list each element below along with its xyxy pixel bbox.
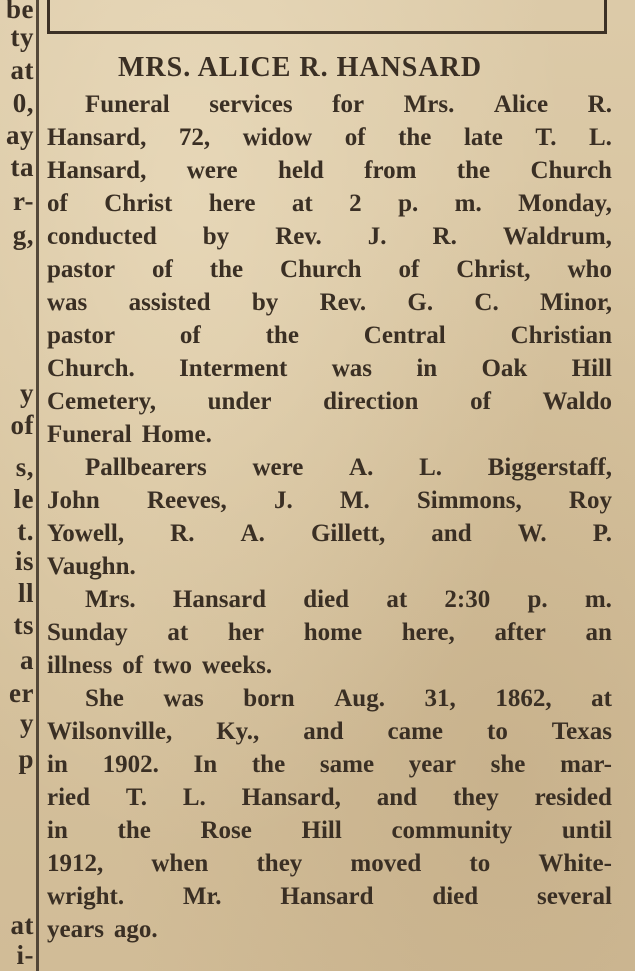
column-fragment: of bbox=[10, 410, 34, 440]
word: T. bbox=[535, 124, 557, 151]
word: came bbox=[387, 718, 444, 745]
text-line bbox=[47, 286, 612, 319]
word: her bbox=[227, 619, 264, 646]
word: year bbox=[408, 751, 456, 778]
word: in bbox=[416, 355, 438, 382]
text-line bbox=[47, 583, 612, 616]
word: White- bbox=[538, 850, 612, 877]
text-line bbox=[47, 781, 612, 814]
word: Hill bbox=[571, 355, 612, 382]
word: Minor, bbox=[540, 289, 612, 316]
word: several bbox=[537, 883, 612, 910]
text-line bbox=[47, 616, 612, 649]
word: M. bbox=[339, 487, 370, 514]
word: Mr. bbox=[182, 883, 222, 910]
word: ried bbox=[47, 784, 91, 811]
text-line bbox=[47, 682, 612, 715]
word: she bbox=[490, 751, 526, 778]
word: when bbox=[151, 850, 209, 877]
word: Hill bbox=[301, 817, 342, 844]
word: C. bbox=[474, 289, 499, 316]
word: 1912, bbox=[47, 850, 104, 877]
word: mar- bbox=[560, 751, 612, 778]
word: G. bbox=[407, 289, 434, 316]
word: of bbox=[179, 322, 201, 349]
word: In bbox=[193, 751, 218, 778]
word: Rev. bbox=[319, 289, 367, 316]
word: was bbox=[331, 355, 372, 382]
text-line bbox=[47, 154, 612, 187]
text-line bbox=[47, 121, 612, 154]
word: at bbox=[386, 586, 408, 613]
text-line bbox=[47, 715, 612, 748]
word: was bbox=[47, 289, 88, 316]
column-fragment: le bbox=[13, 484, 34, 514]
column-fragment: be bbox=[6, 0, 34, 24]
word: Hansard, bbox=[241, 784, 341, 811]
word: they bbox=[256, 850, 303, 877]
text-line bbox=[47, 319, 612, 352]
word: L. bbox=[589, 124, 612, 151]
word: until bbox=[561, 817, 612, 844]
word: Christ, bbox=[456, 256, 531, 283]
text-line bbox=[47, 253, 612, 286]
column-fragment: y bbox=[20, 378, 34, 408]
word: late bbox=[463, 124, 503, 151]
word: and bbox=[303, 718, 344, 745]
word: of bbox=[344, 124, 366, 151]
word: L. bbox=[419, 454, 442, 481]
word: W. bbox=[517, 520, 547, 547]
word: pastor bbox=[47, 322, 116, 349]
word: an bbox=[585, 619, 612, 646]
word: the bbox=[265, 322, 299, 349]
word: and bbox=[431, 520, 472, 547]
word: Mrs. bbox=[403, 91, 455, 118]
word: R. bbox=[432, 223, 457, 250]
word: Alice bbox=[493, 91, 549, 118]
word: Hansard bbox=[280, 883, 374, 910]
word: m. bbox=[454, 190, 482, 217]
word: Yowell, bbox=[47, 520, 125, 547]
word: m. bbox=[584, 586, 612, 613]
word: She bbox=[85, 685, 124, 712]
text-line bbox=[47, 814, 612, 847]
text-line bbox=[47, 187, 612, 220]
word: community bbox=[391, 817, 513, 844]
column-fragment: ts bbox=[13, 610, 34, 640]
word: of bbox=[470, 388, 491, 415]
word: Hansard, bbox=[47, 157, 147, 184]
word: for bbox=[332, 91, 365, 118]
word: who bbox=[567, 256, 612, 283]
word: of bbox=[47, 190, 68, 217]
word: Texas bbox=[551, 718, 612, 745]
text-line bbox=[47, 517, 612, 550]
word: A. bbox=[349, 454, 374, 481]
word: Interment bbox=[179, 355, 288, 382]
word: of bbox=[398, 256, 420, 283]
text-line bbox=[47, 484, 612, 517]
word: Reeves, bbox=[146, 487, 227, 514]
word: by bbox=[202, 223, 230, 250]
word: from bbox=[364, 157, 417, 184]
word: R. bbox=[587, 91, 612, 118]
word: here, bbox=[401, 619, 455, 646]
word: Wilsonville, bbox=[47, 718, 173, 745]
word: weeks. bbox=[202, 652, 273, 679]
word: at bbox=[291, 190, 313, 217]
word: Hansard, bbox=[47, 124, 147, 151]
word: here bbox=[208, 190, 256, 217]
word: were bbox=[186, 157, 238, 184]
word: Rev. bbox=[275, 223, 322, 250]
word: Vaughn. bbox=[47, 553, 136, 580]
word: held bbox=[277, 157, 324, 184]
word: was bbox=[163, 685, 204, 712]
word: after bbox=[494, 619, 546, 646]
obituary-headline: MRS. ALICE R. HANSARD bbox=[118, 52, 483, 83]
word: of bbox=[152, 256, 173, 283]
word: in bbox=[47, 751, 68, 778]
word: to bbox=[469, 850, 491, 877]
text-line bbox=[47, 847, 612, 880]
column-fragment: is bbox=[14, 546, 34, 576]
word: Cemetery, bbox=[47, 388, 156, 415]
word: under bbox=[207, 388, 272, 415]
word: to bbox=[487, 718, 508, 745]
word: ago. bbox=[113, 916, 158, 943]
word: the bbox=[117, 817, 151, 844]
word: p. bbox=[398, 190, 419, 217]
word: 2 bbox=[349, 190, 362, 217]
word: conducted bbox=[47, 223, 157, 250]
word: Waldrum, bbox=[502, 223, 612, 250]
word: the bbox=[251, 751, 286, 778]
word: same bbox=[319, 751, 375, 778]
word: they bbox=[452, 784, 499, 811]
word: were bbox=[252, 454, 304, 481]
adjacent-column-fragments bbox=[0, 0, 34, 971]
column-fragment: er bbox=[9, 678, 34, 708]
word: 1862, bbox=[495, 685, 552, 712]
word: at bbox=[167, 619, 189, 646]
column-fragment: s, bbox=[15, 452, 34, 482]
word: Christ bbox=[104, 190, 173, 217]
column-fragment: 0, bbox=[12, 88, 34, 118]
word: Funeral bbox=[85, 91, 170, 118]
word: Waldo bbox=[542, 388, 612, 415]
word: John bbox=[47, 487, 100, 514]
word: moved bbox=[350, 850, 422, 877]
word: Christian bbox=[510, 322, 612, 349]
text-line bbox=[47, 913, 612, 946]
word: home bbox=[303, 619, 363, 646]
word: p. bbox=[527, 586, 548, 613]
text-line bbox=[47, 550, 612, 583]
word: A. bbox=[240, 520, 265, 547]
column-fragment: i- bbox=[16, 940, 34, 970]
word: at bbox=[591, 685, 612, 712]
column-rule bbox=[36, 0, 39, 971]
word: 2:30 bbox=[444, 586, 491, 613]
column-fragment: g, bbox=[12, 220, 34, 250]
word: services bbox=[209, 91, 293, 118]
word: Monday, bbox=[518, 190, 612, 217]
word: R. bbox=[170, 520, 195, 547]
word: Mrs. bbox=[85, 586, 136, 613]
text-line bbox=[47, 220, 612, 253]
column-fragment: y bbox=[20, 708, 34, 738]
word: widow bbox=[242, 124, 313, 151]
word: 72, bbox=[178, 124, 211, 151]
column-fragment: ll bbox=[17, 578, 34, 608]
word: Church. bbox=[47, 355, 135, 382]
top-box-border bbox=[47, 0, 607, 34]
word: years bbox=[47, 916, 104, 943]
word: direction bbox=[323, 388, 419, 415]
word: Central bbox=[363, 322, 446, 349]
word: P. bbox=[592, 520, 612, 547]
word: J. bbox=[273, 487, 293, 514]
word: Oak bbox=[481, 355, 528, 382]
text-line bbox=[47, 88, 612, 121]
text-line bbox=[47, 649, 612, 682]
word: two bbox=[153, 652, 193, 679]
word: Simmons, bbox=[416, 487, 522, 514]
word: L. bbox=[182, 784, 206, 811]
text-line bbox=[47, 385, 612, 418]
word: and bbox=[376, 784, 418, 811]
word: 31, bbox=[424, 685, 456, 712]
column-fragment: a bbox=[20, 645, 34, 675]
word: Home. bbox=[141, 421, 212, 448]
word: of bbox=[122, 652, 144, 679]
word: T. bbox=[125, 784, 147, 811]
text-line bbox=[47, 880, 612, 913]
text-line bbox=[47, 748, 612, 781]
word: Gillett, bbox=[310, 520, 386, 547]
word: Aug. bbox=[334, 685, 385, 712]
word: Church bbox=[280, 256, 362, 283]
word: Pallbearers bbox=[85, 454, 207, 481]
word: Ky., bbox=[216, 718, 260, 745]
word: the bbox=[456, 157, 491, 184]
word: Biggerstaff, bbox=[487, 454, 612, 481]
word: pastor bbox=[47, 256, 116, 283]
word: the bbox=[398, 124, 432, 151]
word: Rose bbox=[200, 817, 252, 844]
column-fragment: at bbox=[10, 55, 34, 85]
column-fragment: t. bbox=[17, 516, 34, 546]
word: Roy bbox=[568, 487, 612, 514]
word: Funeral bbox=[47, 421, 132, 448]
word: died bbox=[303, 586, 350, 613]
text-line bbox=[47, 418, 612, 451]
word: illness bbox=[47, 652, 113, 679]
word: Church bbox=[530, 157, 612, 184]
column-fragment: p bbox=[18, 744, 34, 774]
word: died bbox=[432, 883, 479, 910]
column-fragment: ta bbox=[10, 152, 34, 182]
column-fragment: at bbox=[10, 910, 34, 940]
column-fragment: ay bbox=[6, 120, 34, 150]
column-fragment: r- bbox=[13, 186, 34, 216]
word: assisted bbox=[128, 289, 211, 316]
word: 1902. bbox=[102, 751, 159, 778]
word: wright. bbox=[47, 883, 125, 910]
text-line bbox=[47, 451, 612, 484]
word: by bbox=[251, 289, 279, 316]
word: Hansard bbox=[172, 586, 266, 613]
text-line bbox=[47, 352, 612, 385]
word: resided bbox=[534, 784, 612, 811]
word: born bbox=[243, 685, 295, 712]
word: Sunday bbox=[47, 619, 128, 646]
column-fragment: ty bbox=[10, 22, 34, 52]
word: in bbox=[47, 817, 68, 844]
word: the bbox=[209, 256, 244, 283]
word: J. bbox=[367, 223, 387, 250]
